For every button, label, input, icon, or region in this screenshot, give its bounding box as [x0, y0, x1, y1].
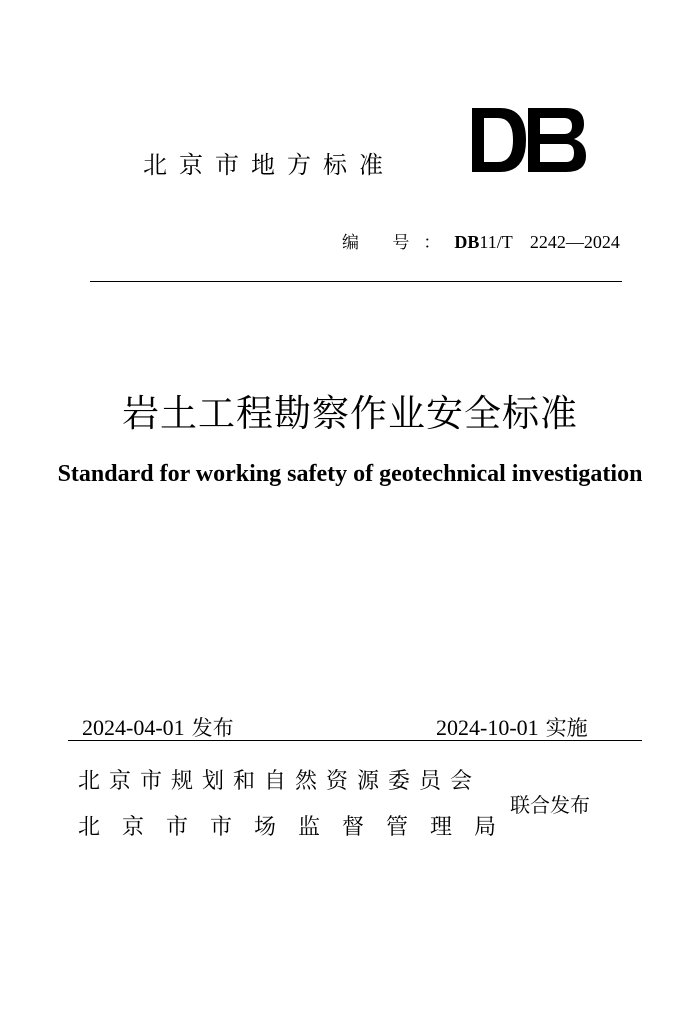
code-prefix: DB — [454, 232, 480, 252]
publisher-first: 北京市规划和自然资源委员会 — [78, 769, 482, 794]
db-logo-d — [472, 108, 526, 172]
effective-label: 实施 — [545, 716, 588, 740]
publisher-second — [78, 810, 518, 841]
publisher-second-char: 市 — [210, 815, 233, 840]
publisher-second-char: 北 — [78, 815, 101, 840]
publisher-second-char: 场 — [254, 815, 277, 840]
publisher-second-char: 督 — [342, 815, 365, 840]
standard-code — [342, 228, 620, 253]
effective-date: 2024-10-01 — [436, 715, 539, 740]
header-divider — [90, 281, 622, 282]
publisher-second-char: 市 — [166, 815, 189, 840]
db-logo-b — [528, 108, 586, 172]
code-series: 11/T — [479, 232, 513, 252]
title-chinese: 岩土工程勘察作业安全标准 — [122, 392, 578, 435]
publisher-second-char: 监 — [298, 815, 321, 840]
publisher-second-char: 理 — [430, 815, 453, 840]
db-logo — [470, 104, 588, 176]
effective-date-line — [436, 712, 588, 742]
publisher-second-char: 京 — [122, 815, 145, 840]
code-number: 2242—2024 — [529, 232, 620, 252]
issue-label: 发布 — [191, 716, 234, 740]
code-label: 编 号： — [342, 233, 455, 253]
standard-type: 北京市地方标准 — [143, 151, 395, 179]
date-divider — [68, 740, 642, 741]
publisher-second-char: 局 — [474, 815, 497, 840]
issue-date: 2024-04-01 — [82, 715, 185, 740]
issue-date-line — [82, 712, 234, 742]
title-english: Standard for working safety of geotechnical investigation — [57, 461, 643, 487]
publisher-second-char: 管 — [386, 815, 409, 840]
joint-publish-label: 联合发布 — [510, 793, 590, 817]
